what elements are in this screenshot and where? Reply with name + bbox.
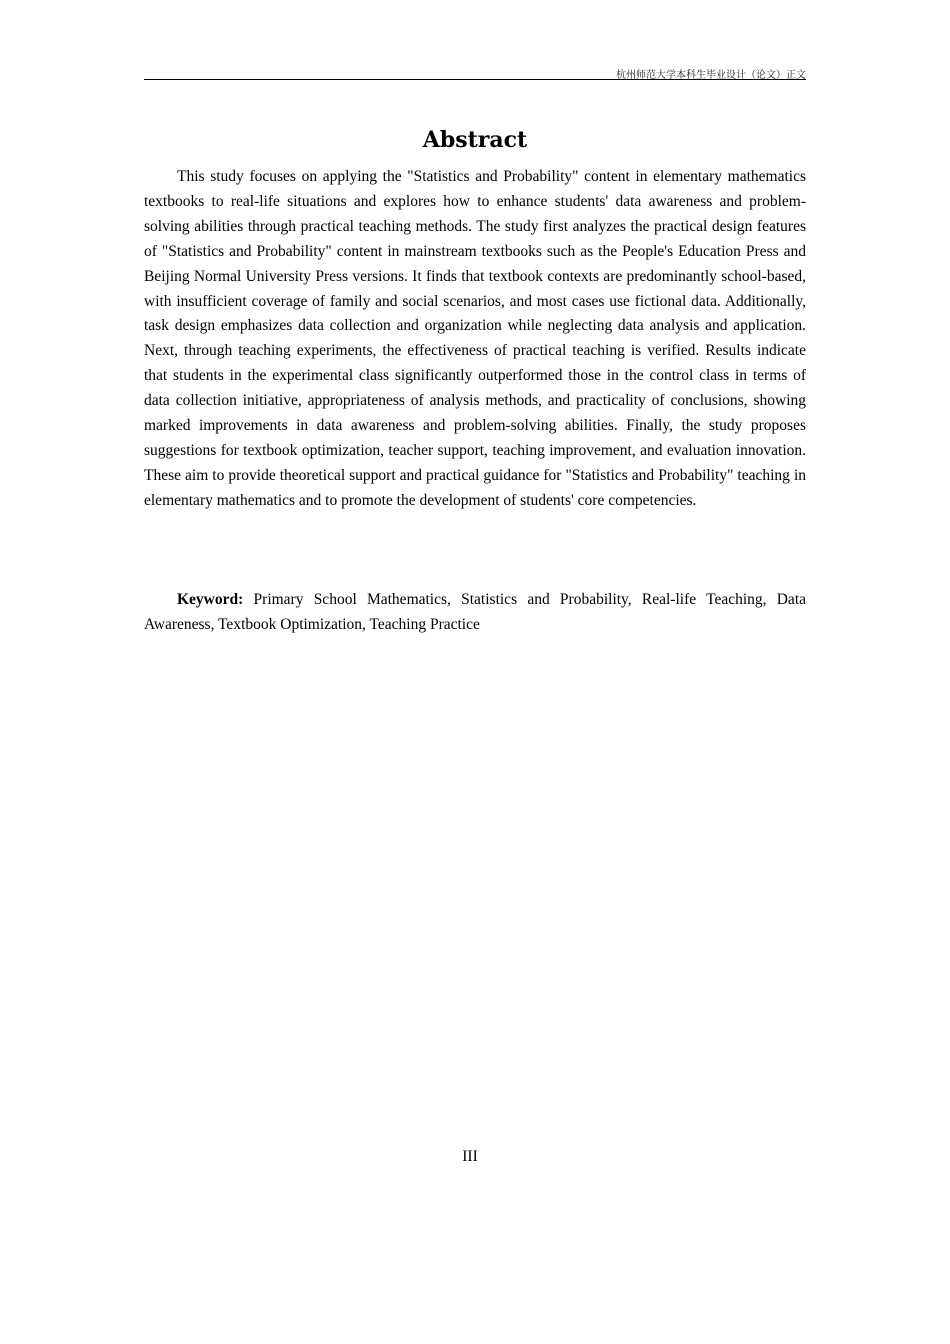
- keywords-text: Primary School Mathematics, Statistics and Probability, Real-life Teaching, Data Awareness, Textbook Optimization, Teaching Practice: [144, 591, 807, 633]
- keywords-label: Keyword:: [177, 591, 244, 608]
- page-number: III: [462, 1148, 478, 1165]
- running-header: [144, 67, 806, 80]
- keywords-paragraph: [144, 588, 806, 638]
- abstract-body: This study focuses on applying the "Statistics and Probability" content in elementary mathematics textbooks to real-life situations and explores how to enhance students' data awareness and problem-solving abilities through practical teaching methods. The study first analyzes the practical design features of "Statistics and Probability" content in mainstream textbooks such as the People's Education Press and Beijing Normal University Press versions. It finds that textbook contexts are predominantly school-based, with insufficient coverage of family and social scenarios, and most cases use fictional data. Additionally, task design emphasizes data collection and organization while neglecting data analysis and application. Next, through teaching experiments, the effectiveness of practical teaching is verified. Results indicate that students in the experimental class significantly outperformed those in the control class in terms of data collection initiative, appropriateness of analysis methods, and practicality of conclusions, showing marked improvements in data awareness and problem-solving abilities. Finally, the study proposes suggestions for textbook optimization, teacher support, teaching improvement, and evaluation innovation. These aim to provide theoretical support and practical guidance for "Statistics and Probability" teaching in elementary mathematics and to promote the development of students' core competencies.: [144, 168, 806, 509]
- running-header-text: 杭州师范大学本科生毕业设计（论文）正文: [616, 70, 806, 81]
- abstract-title: Abstract: [422, 127, 528, 153]
